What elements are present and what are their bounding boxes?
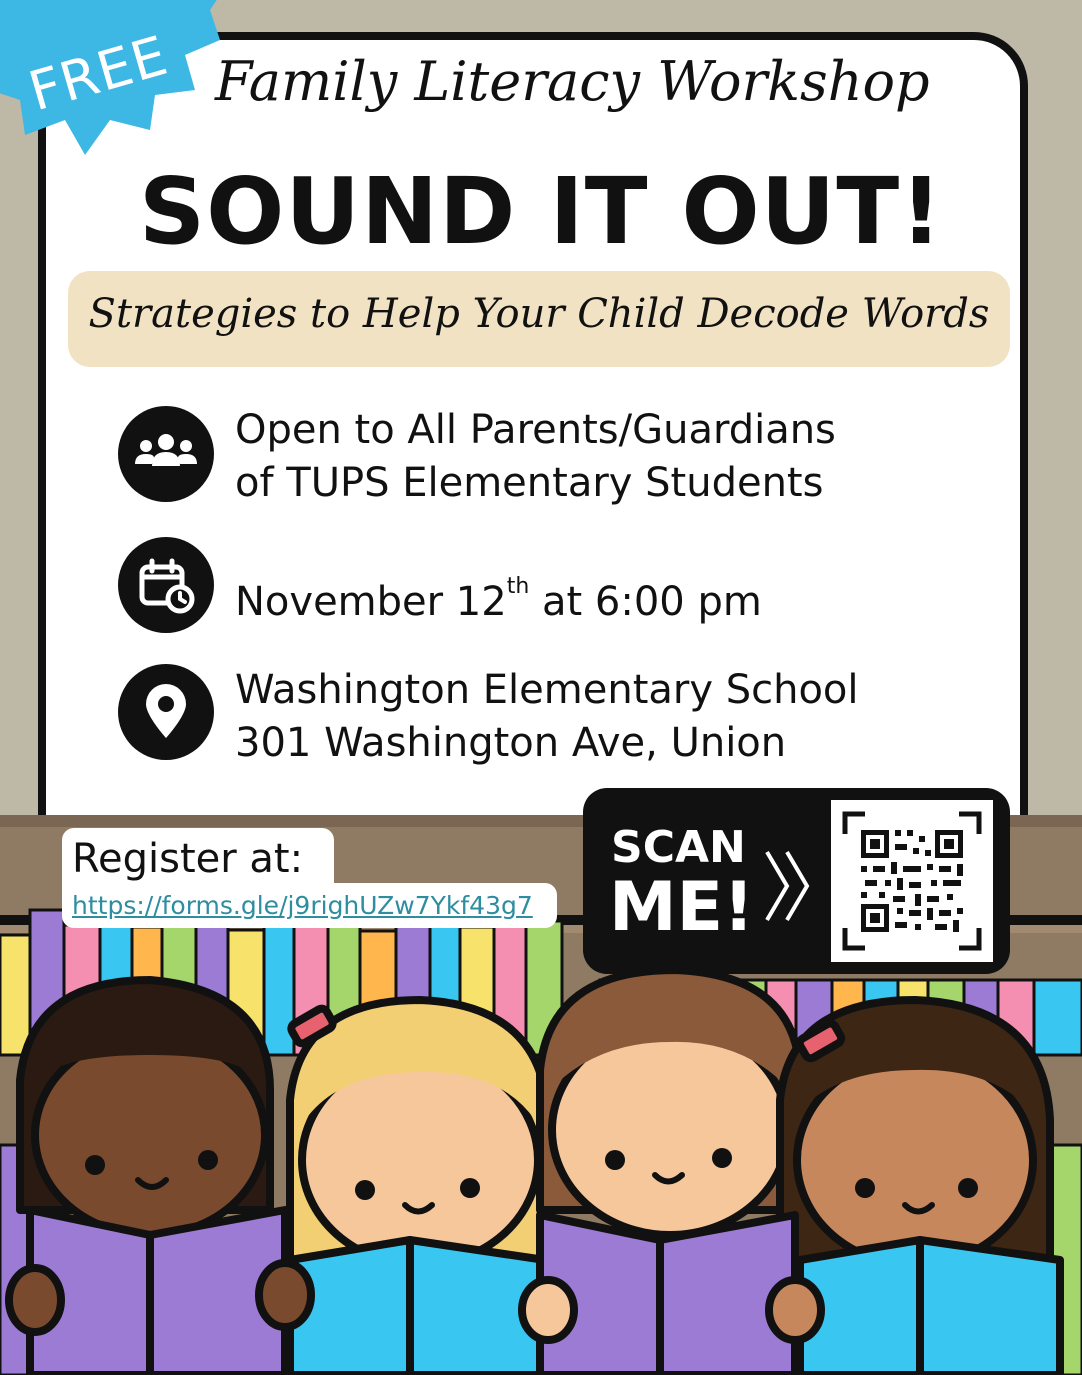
page-title: SOUND IT OUT! bbox=[138, 158, 944, 265]
location-text bbox=[235, 664, 859, 770]
event-date-ordinal: th bbox=[506, 574, 530, 599]
registration-label: Register at: bbox=[72, 836, 304, 882]
tagline: Strategies to Help Your Child Decode Words bbox=[88, 291, 990, 337]
workshop-subtitle: Family Literacy Workshop bbox=[215, 50, 930, 113]
audience-line-1: Open to All Parents/Guardians bbox=[235, 407, 836, 453]
scan-me-box bbox=[583, 788, 1010, 974]
me-label: ME! bbox=[609, 868, 755, 947]
group-icon bbox=[118, 406, 214, 502]
free-badge-label: FREE bbox=[22, 23, 175, 124]
children-reading-illustration bbox=[0, 960, 1082, 1375]
event-date-day: November 12 bbox=[235, 579, 507, 625]
scan-label: SCAN bbox=[611, 822, 746, 873]
registration-link[interactable]: https://forms.gle/j9righUZw7Ykf43g7 bbox=[72, 891, 533, 920]
audience-line-2: of TUPS Elementary Students bbox=[235, 460, 824, 506]
location-line-1: Washington Elementary School bbox=[235, 667, 859, 713]
event-time: at 6:00 pm bbox=[542, 579, 762, 625]
double-chevron-right-icon bbox=[761, 846, 821, 926]
location-line-2: 301 Washington Ave, Union bbox=[235, 720, 787, 766]
audience-text bbox=[235, 404, 836, 510]
map-pin-icon bbox=[118, 664, 214, 760]
calendar-clock-icon bbox=[118, 537, 214, 633]
event-date bbox=[235, 560, 762, 629]
registration-box bbox=[62, 828, 557, 928]
qr-code-panel[interactable] bbox=[831, 800, 993, 962]
qr-code-icon bbox=[831, 800, 993, 962]
